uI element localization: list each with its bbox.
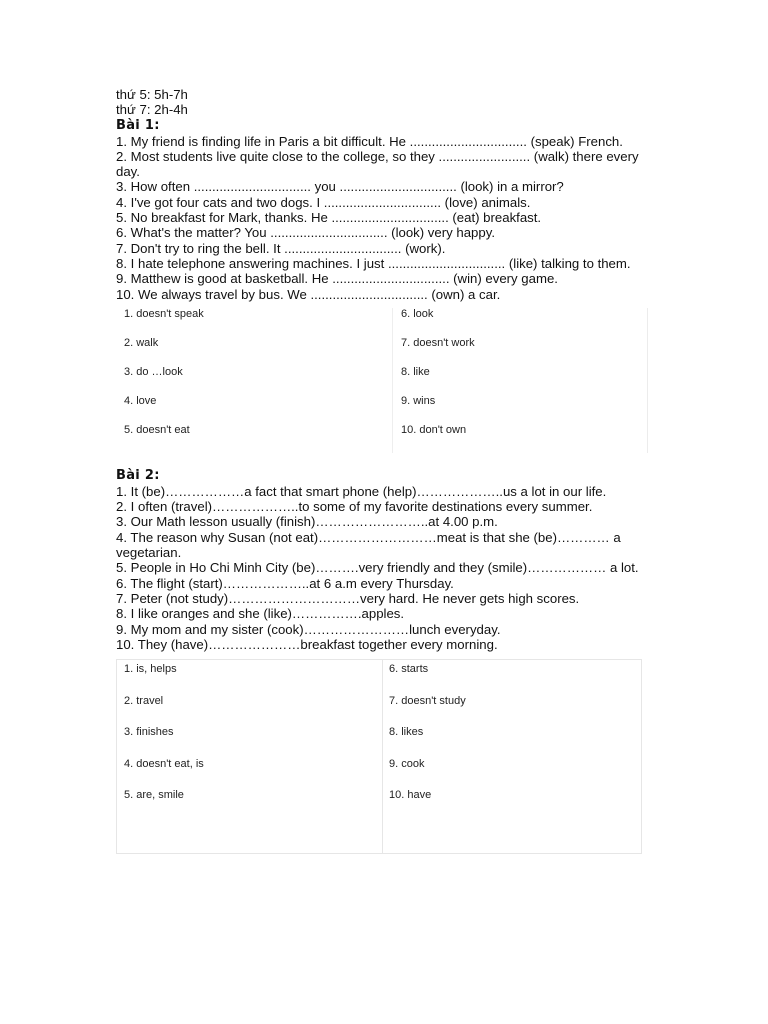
answer-cell: 5. doesn't eat xyxy=(116,424,393,453)
question-item: 6. What's the matter? You ................................ (look) very happy. xyxy=(116,225,496,241)
answer-cell: 6. starts xyxy=(389,663,429,676)
answer-cell: 1. is, helps xyxy=(117,660,383,692)
table-row xyxy=(116,395,648,424)
question-item: 1. It (be)………………a fact that smart phone (help)………………..us a lot in our life. xyxy=(116,483,607,499)
answer-cell: 7. doesn't work xyxy=(401,336,475,349)
table-row xyxy=(117,818,642,854)
question-item: 8. I like oranges and she (like)…………….apples. xyxy=(116,606,405,622)
section-heading-bai1: Bài 1: xyxy=(116,117,160,133)
document-page xyxy=(116,87,656,854)
question-item: 8. I hate telephone answering machines. I just ................................ (like) talking to them. xyxy=(116,255,631,271)
schedule-line: thứ 7: 2h-4h xyxy=(116,102,188,118)
table-row xyxy=(117,660,642,692)
question-item: 2. Most students live quite close to the college, so they ......................... (walk) there every day. xyxy=(116,148,639,180)
bai1-questions xyxy=(116,134,656,302)
schedule-line: thứ 5: 5h-7h xyxy=(116,87,188,102)
question-item: 7. Don't try to ring the bell. It ................................ (work). xyxy=(116,240,446,256)
table-row xyxy=(117,755,642,787)
table-row xyxy=(117,786,642,818)
bai2-questions xyxy=(116,484,656,652)
question-item: 3. How often ................................ you ................................ (look) in a mirror? xyxy=(116,179,564,195)
answer-cell: 9. wins xyxy=(401,394,436,407)
table-row xyxy=(116,308,648,337)
answer-cell xyxy=(383,818,642,854)
answer-cell: 8. like xyxy=(401,365,430,378)
table-row xyxy=(117,723,642,755)
answer-cell: 2. walk xyxy=(116,337,393,366)
question-item: 7. Peter (not study)…………………………very hard. He never gets high scores. xyxy=(116,590,580,606)
question-item: 6. The flight (start)………………..at 6 a.m every Thursday. xyxy=(116,575,454,591)
table-row xyxy=(116,424,648,453)
answer-cell xyxy=(117,818,383,854)
bai2-answer-table xyxy=(116,659,642,854)
answer-cell: 1. doesn't speak xyxy=(116,308,393,337)
answer-cell: 8. likes xyxy=(389,726,424,739)
question-item: 5. People in Ho Chi Minh City (be)……….very friendly and they (smile)……………… a lot. xyxy=(116,560,639,576)
question-item: 9. Matthew is good at basketball. He ................................ (win) every game. xyxy=(116,271,558,287)
answer-cell: 9. cook xyxy=(389,757,425,770)
question-item: 1. My friend is finding life in Paris a bit difficult. He ................................ (speak) French. xyxy=(116,133,623,149)
question-item: 4. The reason why Susan (not eat)………………………meat is that she (be)………… a vegetarian. xyxy=(116,529,621,561)
bai1-answer-table xyxy=(116,308,648,453)
answer-cell: 10. have xyxy=(389,789,432,802)
question-item: 4. I've got four cats and two dogs. I ................................ (love) animals. xyxy=(116,194,531,210)
question-item: 10. We always travel by bus. We ................................ (own) a car. xyxy=(116,286,501,302)
question-item: 5. No breakfast for Mark, thanks. He ................................ (eat) breakfast. xyxy=(116,210,542,226)
answer-cell: 6. look xyxy=(401,307,434,320)
answer-cell: 4. love xyxy=(116,395,393,424)
answer-cell: 4. doesn't eat, is xyxy=(117,755,383,787)
question-item: 9. My mom and my sister (cook)……………………lunch everyday. xyxy=(116,621,501,637)
table-row xyxy=(116,337,648,366)
answer-cell: 3. finishes xyxy=(117,723,383,755)
section-heading-bai2: Bài 2: xyxy=(116,467,160,483)
question-item: 3. Our Math lesson usually (finish)……………………..at 4.00 p.m. xyxy=(116,514,498,530)
answer-cell: 10. don't own xyxy=(401,423,467,436)
answer-cell: 2. travel xyxy=(117,692,383,724)
table-row xyxy=(116,366,648,395)
table-row xyxy=(117,692,642,724)
question-item: 2. I often (travel)………………..to some of my favorite destinations every summer. xyxy=(116,499,593,515)
answer-cell: 7. doesn't study xyxy=(389,694,466,707)
question-item: 10. They (have)…………………breakfast together every morning. xyxy=(116,636,498,652)
answer-cell: 3. do …look xyxy=(116,366,393,395)
answer-cell: 5. are, smile xyxy=(117,786,383,818)
